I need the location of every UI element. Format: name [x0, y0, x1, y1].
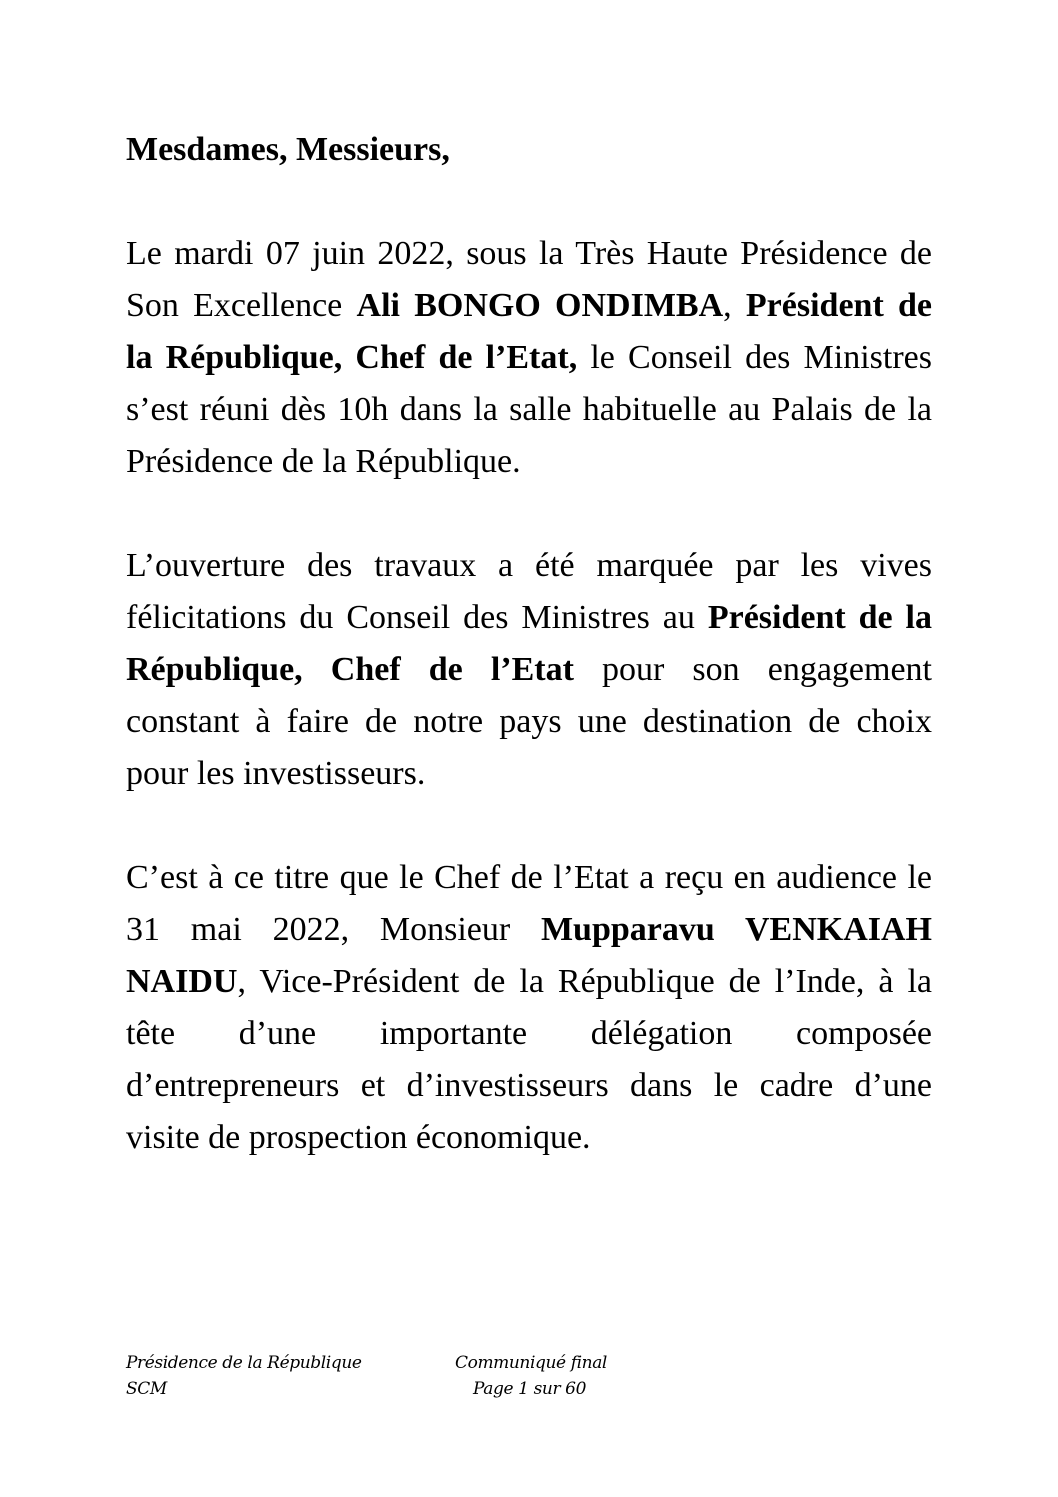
footer-institution: Présidence de la République — [126, 1353, 362, 1373]
text-segment: , Vice-Président de la République de l’Inde, à la tête d’une importante délégation composée d’entrepreneurs et d’investisseurs dans le cadre d’une visite de prospection économique. — [126, 963, 932, 1156]
bold-text-segment: Mupparavu VENKAIAH NAIDU — [126, 911, 932, 1000]
text-segment: C’est à ce titre que le Chef de l’Etat a reçu en audience le 31 mai 2022, Monsieur — [126, 859, 932, 948]
paragraph-audience — [126, 852, 932, 1164]
footer-department: SCM — [126, 1379, 167, 1399]
text-segment: Le mardi 07 juin 2022, sous la Très Haute Présidence de Son Excellence — [126, 235, 932, 324]
text-segment: L’ouverture des travaux a été marquée par les vives félicitations du Conseil des Ministres au — [126, 547, 932, 636]
bold-text-segment: Ali BONGO ONDIMBA — [356, 287, 724, 324]
bold-text-segment: Président de la République, Chef de l’Etat, — [126, 287, 933, 376]
text-segment: le Conseil des Ministres s’est réuni dès 10h dans la salle habituelle au Palais de la Présidence de la République. — [126, 339, 933, 480]
page-number: Page 1 sur 60 — [473, 1379, 587, 1399]
bold-text-segment: Président de la République, Chef de l’Etat — [126, 599, 932, 688]
footer-right — [455, 1350, 607, 1402]
text-segment: pour son engagement constant à faire de notre pays une destination de choix pour les investisseurs. — [126, 651, 933, 792]
footer-left — [126, 1350, 362, 1402]
text-segment: , — [723, 287, 746, 324]
paragraph-congratulations — [126, 540, 932, 800]
greeting: Mesdames, Messieurs, — [126, 131, 450, 168]
document-body — [126, 124, 932, 1164]
footer-document-title: Communiqué final — [455, 1353, 607, 1373]
paragraph-session-opening — [126, 228, 932, 488]
